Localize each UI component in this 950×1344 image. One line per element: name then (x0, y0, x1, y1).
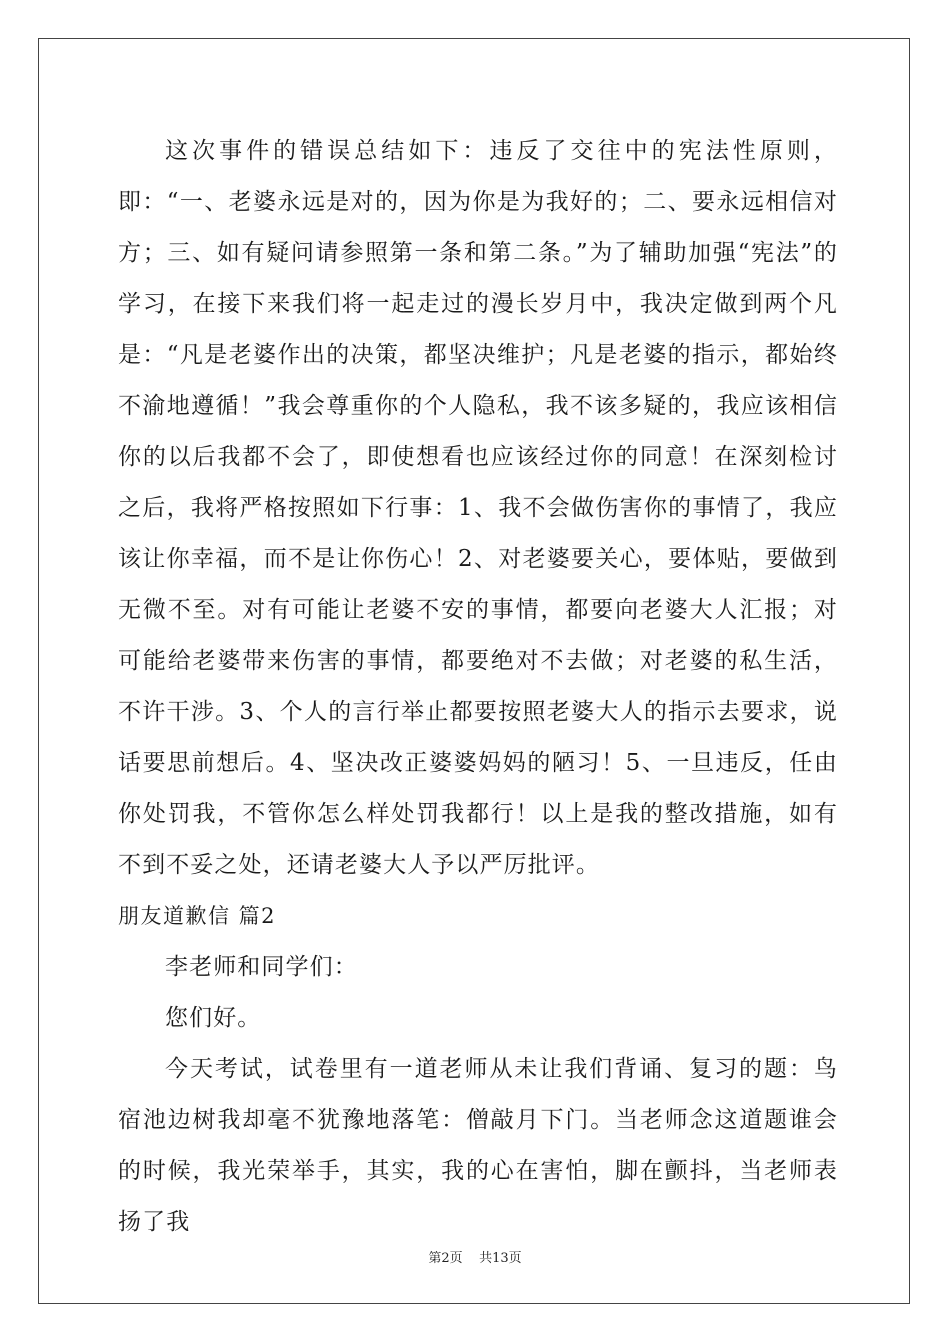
page-number-label: 第2页 共13页 (428, 1251, 522, 1266)
section-heading: 朋友道歉信 篇2 (118, 904, 277, 928)
paragraph-exam-story: 今天考试，试卷里有一道老师从未让我们背诵、复习的题：鸟宿池边树我却毫不犹豫地落笔：僧敲月下门。当老师念这道题谁会的时候，我光荣举手，其实，我的心在害怕，脚在颤抖，当老师表扬了我 (118, 1056, 838, 1235)
letter-salutation: 您们好。 (165, 1005, 262, 1031)
paragraph-apology-rules: 这次事件的错误总结如下：违反了交往中的宪法性原则，即：“一、老婆永远是对的，因为你是为我好的；二、要永远相信对方；三、如有疑问请参照第一条和第二条。”为了辅助加强“宪法”的学习，在接下来我们将一起走过的漫长岁月中，我决定做到两个凡是：“凡是老婆作出的决策，都坚决维护；凡是老婆的指示，都始终不渝地遵循！”我会尊重你的个人隐私，我不该多疑的，我应该相信你的以后我都不会了，即使想看也应该经过你的同意！在深刻检讨之后，我将严格按照如下行事：1、我不会做伤害你的事情了，我应该让你幸福，而不是让你伤心！2、对老婆要关心，要体贴，要做到无微不至。对有可能让老婆不安的事情，都要向老婆大人汇报；对可能给老婆带来伤害的事情，都要绝对不去做；对老婆的私生活，不许干涉。3、个人的言行举止都要按照老婆大人的指示去要求，说话要思前想后。4、坚决改正婆婆妈妈的陋习！5、一旦违反，任由你处罚我，不管你怎么样处罚我都行！以上是我的整改措施，如有不到不妥之处，还请老婆大人予以严厉批评。 (118, 138, 838, 878)
letter-greeting: 李老师和同学们： (165, 954, 358, 980)
document-body (118, 126, 838, 1248)
page-footer (0, 1247, 950, 1266)
